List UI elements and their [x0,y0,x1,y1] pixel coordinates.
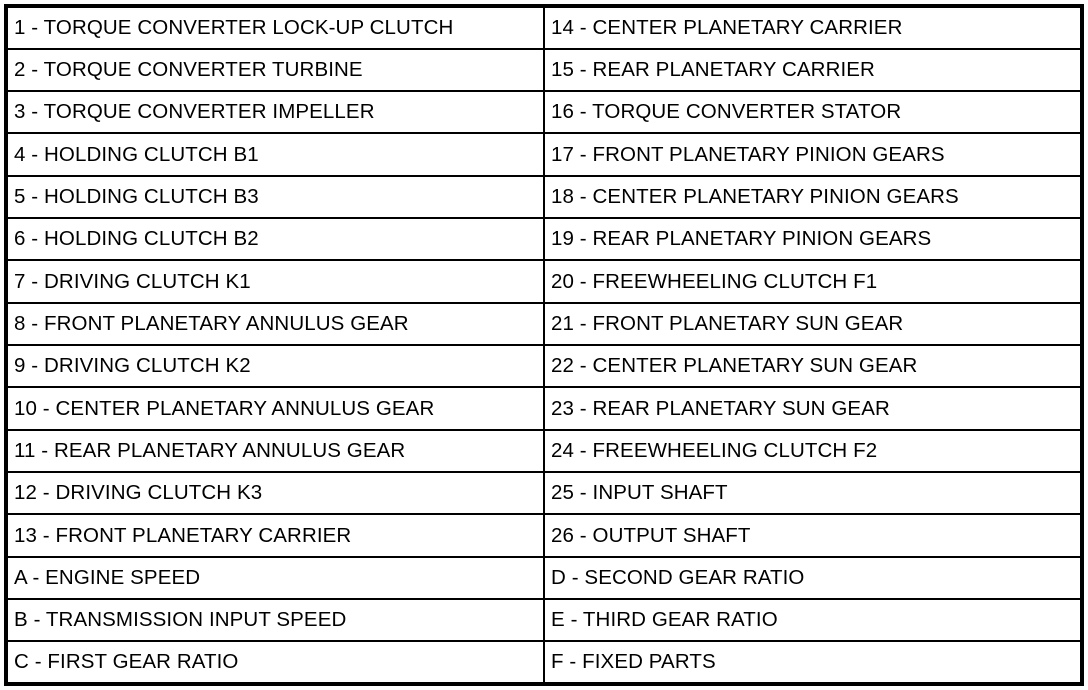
legend-entry-left: 2 - TORQUE CONVERTER TURBINE [8,49,544,91]
table-row [8,472,1080,514]
table-row [8,641,1080,682]
legend-entry-left: 13 - FRONT PLANETARY CARRIER [8,514,544,556]
legend-entry-right: 21 - FRONT PLANETARY SUN GEAR [544,303,1080,345]
table-row [8,260,1080,302]
legend-entry-right: E - THIRD GEAR RATIO [544,599,1080,641]
legend-entry-right: 20 - FREEWHEELING CLUTCH F1 [544,260,1080,302]
table-row [8,345,1080,387]
legend-entry-right: 15 - REAR PLANETARY CARRIER [544,49,1080,91]
table-row [8,599,1080,641]
legend-entry-left: B - TRANSMISSION INPUT SPEED [8,599,544,641]
table-row [8,387,1080,429]
legend-entry-left: 1 - TORQUE CONVERTER LOCK-UP CLUTCH [8,8,544,49]
table-row [8,557,1080,599]
legend-entry-left: A - ENGINE SPEED [8,557,544,599]
table-row [8,8,1080,49]
legend-entry-right: 24 - FREEWHEELING CLUTCH F2 [544,430,1080,472]
legend-entry-right: 14 - CENTER PLANETARY CARRIER [544,8,1080,49]
legend-table [4,4,1084,686]
legend-entry-right: 25 - INPUT SHAFT [544,472,1080,514]
table-row [8,514,1080,556]
legend-entry-right: 18 - CENTER PLANETARY PINION GEARS [544,176,1080,218]
legend-grid [8,8,1080,682]
legend-entry-left: 6 - HOLDING CLUTCH B2 [8,218,544,260]
legend-entry-left: 10 - CENTER PLANETARY ANNULUS GEAR [8,387,544,429]
legend-entry-left: 8 - FRONT PLANETARY ANNULUS GEAR [8,303,544,345]
table-row [8,176,1080,218]
table-row [8,91,1080,133]
legend-entry-right: D - SECOND GEAR RATIO [544,557,1080,599]
legend-entry-right: 19 - REAR PLANETARY PINION GEARS [544,218,1080,260]
legend-entry-left: 7 - DRIVING CLUTCH K1 [8,260,544,302]
table-row [8,303,1080,345]
legend-entry-left: 11 - REAR PLANETARY ANNULUS GEAR [8,430,544,472]
table-row [8,133,1080,175]
table-row [8,218,1080,260]
legend-entry-left: 12 - DRIVING CLUTCH K3 [8,472,544,514]
legend-entry-right: F - FIXED PARTS [544,641,1080,682]
legend-entry-right: 23 - REAR PLANETARY SUN GEAR [544,387,1080,429]
legend-entry-left: C - FIRST GEAR RATIO [8,641,544,682]
legend-entry-left: 9 - DRIVING CLUTCH K2 [8,345,544,387]
table-row [8,430,1080,472]
legend-entry-right: 16 - TORQUE CONVERTER STATOR [544,91,1080,133]
table-row [8,49,1080,91]
legend-entry-left: 3 - TORQUE CONVERTER IMPELLER [8,91,544,133]
legend-entry-right: 17 - FRONT PLANETARY PINION GEARS [544,133,1080,175]
legend-entry-right: 26 - OUTPUT SHAFT [544,514,1080,556]
legend-entry-left: 4 - HOLDING CLUTCH B1 [8,133,544,175]
legend-entry-right: 22 - CENTER PLANETARY SUN GEAR [544,345,1080,387]
legend-entry-left: 5 - HOLDING CLUTCH B3 [8,176,544,218]
